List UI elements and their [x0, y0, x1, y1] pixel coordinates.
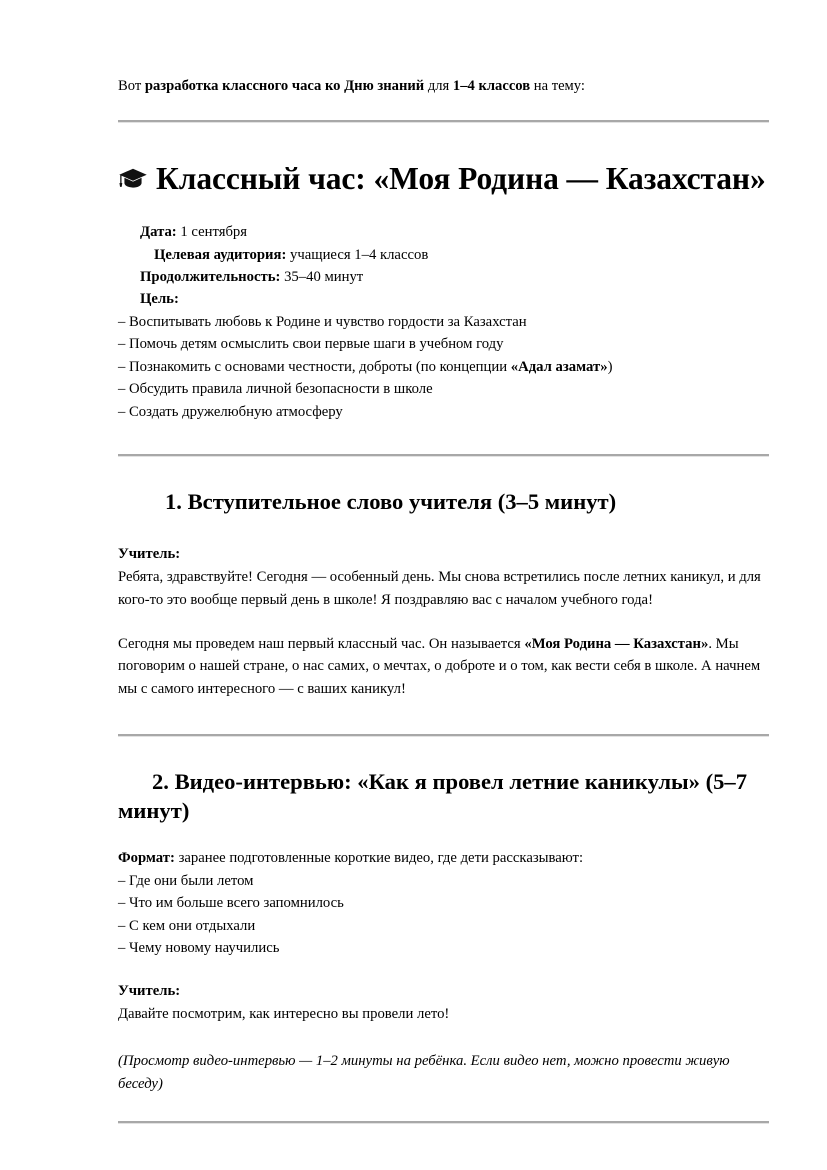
speaker-label: Учитель: [118, 983, 181, 1000]
goal-suffix: ) [607, 358, 613, 375]
section-1-heading: 1. Вступительное слово учителя (3–5 минут) [165, 489, 617, 514]
intro-bold-grades: 1–4 классов [452, 78, 531, 94]
divider-after-section-2 [118, 1121, 769, 1124]
meta-audience-value: учащиеся 1–4 классов [286, 246, 429, 263]
page-title-text: Классный час: «Моя Родина — Казахстан» [156, 160, 766, 196]
intro-suffix: на тему: [530, 78, 585, 94]
intro-mid: для [424, 78, 453, 94]
item-text: – Где они были летом [118, 872, 254, 889]
meta-date-label: Дата: [140, 224, 177, 241]
speech-text: Ребята, здравствуйте! Сегодня — особенный день. Мы снова встретились после летних каникул, и для кого-то это вообще первый день в школе! Я поздравляю вас с началом учебного года! [118, 569, 761, 608]
graduation-cap-icon [118, 161, 148, 185]
meta-duration [118, 266, 769, 288]
list-item [118, 401, 769, 423]
meta-date [118, 221, 769, 243]
divider-after-meta [118, 454, 769, 457]
divider-after-section-1 [118, 734, 769, 737]
meta-duration-label: Продолжительность: [140, 268, 281, 285]
list-item [118, 378, 769, 400]
list-item [118, 937, 769, 959]
goal-text: – Воспитывать любовь к Родине и чувство гордости за Казахстан [118, 313, 527, 330]
item-text: – Что им больше всего запомнилось [118, 895, 344, 912]
list-item [118, 892, 769, 914]
section-2-teacher-speech [118, 980, 769, 1026]
section-2-items-list [118, 870, 769, 960]
section-2-heading: 2. Видео-интервью: «Как я провел летние каникулы» (5–7 минут) [118, 769, 747, 824]
section-2-format-line [118, 847, 769, 870]
goal-text: – Обсудить правила личной безопасности в школе [118, 381, 433, 398]
meta-date-value: 1 сентября [176, 224, 248, 241]
goals-list [118, 311, 769, 423]
speaker-label: Учитель: [118, 546, 181, 563]
speech-prefix: Сегодня мы проведем наш первый классный час. Он называется [118, 635, 525, 652]
intro-prefix: Вот [118, 78, 145, 94]
meta-duration-value: 35–40 минут [280, 268, 364, 285]
goal-text: – Помочь детям осмыслить свои первые шаги в учебном году [118, 336, 504, 353]
meta-block [118, 221, 769, 310]
divider-after-intro [118, 120, 769, 123]
section-1-teacher-speech-1 [118, 543, 769, 611]
list-item [118, 915, 769, 937]
list-item [118, 870, 769, 892]
speech-bold-title: «Моя Родина — Казахстан» [524, 635, 709, 652]
meta-audience-label: Целевая аудитория: [154, 246, 287, 263]
format-value: заранее подготовленные короткие видео, где дети рассказывают: [174, 849, 584, 866]
meta-goal [118, 288, 769, 310]
goal-bold-concept: «Адал азамат» [510, 358, 608, 375]
intro-bold-topic: разработка классного часа ко Дню знаний [144, 78, 425, 94]
meta-goal-label: Цель: [140, 291, 179, 308]
item-text: – С кем они отдыхали [118, 917, 256, 934]
format-label: Формат: [118, 849, 175, 866]
item-text: – Чему новому научились [118, 940, 280, 956]
meta-audience [118, 244, 769, 266]
intro-line [118, 76, 769, 98]
list-item [118, 333, 769, 355]
list-item [118, 356, 769, 378]
section-1-teacher-speech-2 [118, 633, 769, 701]
speech-suffix: . Мы поговорим о нашей стране, о нас самих, о мечтах, о доброте и о том, как вести себя в школе. А начнем мы с самого интересного — с ваших каникул! [118, 635, 761, 698]
section-2-note: (Просмотр видео-интервью — 1–2 минуты на ребёнка. Если видео нет, можно провести живую беседу) [118, 1053, 730, 1092]
goal-text: – Создать дружелюбную атмосферу [118, 403, 343, 420]
goal-prefix: – Познакомить с основами честности, доброты (по концепции [118, 358, 511, 375]
speech-text: Давайте посмотрим, как интересно вы провели лето! [118, 1006, 450, 1023]
list-item [118, 311, 769, 333]
page-title [118, 159, 769, 199]
document-content [118, 76, 769, 1124]
